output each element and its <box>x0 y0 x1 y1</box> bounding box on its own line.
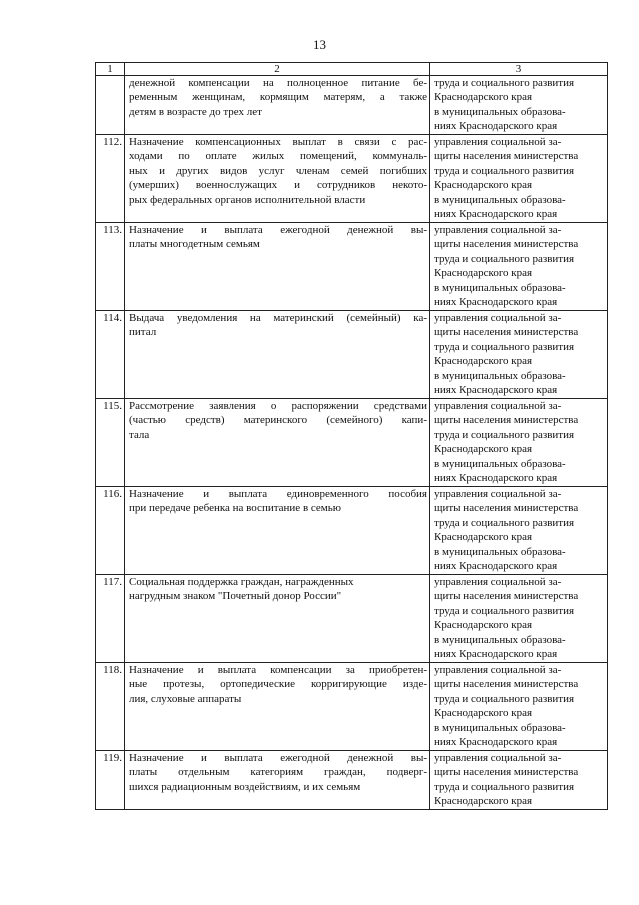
text-line: шихся радиационным воздействиям, и их семьям <box>129 780 361 793</box>
text-line: труда и социального развития <box>434 77 575 89</box>
row-number: 117. <box>96 575 125 663</box>
text-line: тала <box>129 428 150 441</box>
service-name <box>125 76 430 135</box>
column-header-number: 1 <box>96 63 125 76</box>
text-line: Социальная поддержка граждан, награжденных <box>129 576 354 588</box>
text-line: при передаче ребенка на воспитание в семью <box>129 502 341 515</box>
text-line: ниях Краснодарского края <box>434 648 558 661</box>
text-line: в муниципальных образова- <box>434 721 566 734</box>
row-number: 114. <box>96 311 125 399</box>
text-line: управления социальной за- <box>434 400 562 412</box>
text-line: труда и социального развития <box>434 516 575 529</box>
text-line: Краснодарского края <box>434 267 533 280</box>
text-line: щиты населения министерства <box>434 326 579 339</box>
service-name <box>125 135 430 223</box>
page-number: 13 <box>313 37 326 52</box>
text-line: рых федеральных органов исполнительной власти <box>129 193 366 206</box>
text-line: в муниципальных образова- <box>434 545 566 558</box>
text-line: в муниципальных образова- <box>434 633 566 646</box>
text-line: питал <box>129 326 157 339</box>
text-line: нагрудным знаком "Почетный донор России" <box>129 590 342 603</box>
executor <box>430 135 608 223</box>
text-line: (частью средств) материнского (семейного) капи- <box>129 414 427 427</box>
text-line: в муниципальных образова- <box>434 193 566 206</box>
service-name <box>125 399 430 487</box>
text-line: в муниципальных образова- <box>434 457 566 470</box>
text-line: ниях Краснодарского края <box>434 208 558 221</box>
text-line: Краснодарского края <box>434 355 533 368</box>
executor <box>430 76 608 135</box>
text-line: денежной компенсации на полноценное питание бе- <box>129 77 427 89</box>
text-line: Назначение и выплата единовременного пособия <box>129 488 427 500</box>
text-line: управления социальной за- <box>434 488 562 500</box>
text-line: труда и социального развития <box>434 780 575 793</box>
text-line: Краснодарского края <box>434 619 533 632</box>
table-row <box>96 223 608 311</box>
text-line: Назначение и выплата ежегодной денежной вы- <box>129 752 427 764</box>
executor <box>430 663 608 751</box>
text-line: Назначение компенсационных выплат в связи с рас- <box>129 136 427 148</box>
table-row <box>96 311 608 399</box>
service-name <box>125 487 430 575</box>
row-number <box>96 76 125 135</box>
text-line: ниях Краснодарского края <box>434 120 558 133</box>
executor <box>430 751 608 810</box>
text-line: Краснодарского края <box>434 531 533 544</box>
text-line: Краснодарского края <box>434 91 533 104</box>
services-table <box>95 62 608 810</box>
row-number: 112. <box>96 135 125 223</box>
text-line: труда и социального развития <box>434 340 575 353</box>
executor <box>430 311 608 399</box>
table-row <box>96 487 608 575</box>
text-line: лия, слуховые аппараты <box>129 692 242 705</box>
text-line: ниях Краснодарского края <box>434 384 558 397</box>
row-number: 116. <box>96 487 125 575</box>
row-number: 113. <box>96 223 125 311</box>
text-line: труда и социального развития <box>434 428 575 441</box>
executor <box>430 399 608 487</box>
table-row <box>96 663 608 751</box>
text-line: в муниципальных образова- <box>434 105 566 118</box>
text-line: Краснодарского края <box>434 443 533 456</box>
row-number: 115. <box>96 399 125 487</box>
text-line: ниях Краснодарского края <box>434 736 558 749</box>
executor <box>430 487 608 575</box>
text-line: управления социальной за- <box>434 312 562 324</box>
text-line: труда и социального развития <box>434 164 575 177</box>
text-line: ходами по оплате жилых помещений, коммуналь- <box>129 150 427 163</box>
executor <box>430 575 608 663</box>
text-line: ные протезы, ортопедические корригирующие изде- <box>129 678 427 691</box>
table-row <box>96 575 608 663</box>
text-line: Краснодарского края <box>434 179 533 192</box>
text-line: ниях Краснодарского края <box>434 472 558 485</box>
text-line: платы отдельным категориям граждан, подверг- <box>129 766 427 779</box>
text-line: управления социальной за- <box>434 224 562 236</box>
text-line: труда и социального развития <box>434 604 575 617</box>
service-name <box>125 575 430 663</box>
service-name <box>125 223 430 311</box>
text-line: Краснодарского края <box>434 707 533 720</box>
text-line: щиты населения министерства <box>434 502 579 515</box>
text-line: щиты населения министерства <box>434 678 579 691</box>
text-line: щиты населения министерства <box>434 238 579 251</box>
text-line: ниях Краснодарского края <box>434 560 558 573</box>
text-line: детям в возрасте до трех лет <box>129 105 262 118</box>
table-row <box>96 399 608 487</box>
text-line: щиты населения министерства <box>434 590 579 603</box>
text-line: в муниципальных образова- <box>434 281 566 294</box>
table-header-row <box>96 63 608 76</box>
table-row <box>96 135 608 223</box>
service-name <box>125 751 430 810</box>
text-line: управления социальной за- <box>434 752 562 764</box>
table-row <box>96 76 608 135</box>
text-line: труда и социального развития <box>434 692 575 705</box>
text-line: ременным женщинам, кормящим матерям, а также <box>129 91 427 104</box>
text-line: управления социальной за- <box>434 664 562 676</box>
service-name <box>125 311 430 399</box>
text-line: ниях Краснодарского края <box>434 296 558 309</box>
service-name <box>125 663 430 751</box>
text-line: Назначение и выплата компенсации за приобретен- <box>129 664 427 676</box>
column-header-service: 2 <box>125 63 430 76</box>
text-line: Назначение и выплата ежегодной денежной вы- <box>129 224 427 236</box>
text-line: щиты населения министерства <box>434 150 579 163</box>
text-line: труда и социального развития <box>434 252 575 265</box>
column-header-executor: 3 <box>430 63 608 76</box>
row-number: 118. <box>96 663 125 751</box>
text-line: управления социальной за- <box>434 576 562 588</box>
row-number: 119. <box>96 751 125 810</box>
text-line: ных и других видов услуг членам семей погибших <box>129 164 427 177</box>
table-row <box>96 751 608 810</box>
text-line: в муниципальных образова- <box>434 369 566 382</box>
text-line: Рассмотрение заявления о распоряжении средствами <box>129 400 427 412</box>
text-line: Выдача уведомления на материнский (семейный) ка- <box>129 312 427 324</box>
text-line: щиты населения министерства <box>434 766 579 779</box>
text-line: щиты населения министерства <box>434 414 579 427</box>
executor <box>430 223 608 311</box>
text-line: (умерших) военнослужащих и сотрудников некото- <box>129 179 427 192</box>
text-line: Краснодарского края <box>434 795 533 808</box>
text-line: управления социальной за- <box>434 136 562 148</box>
text-line: платы многодетным семьям <box>129 238 260 251</box>
